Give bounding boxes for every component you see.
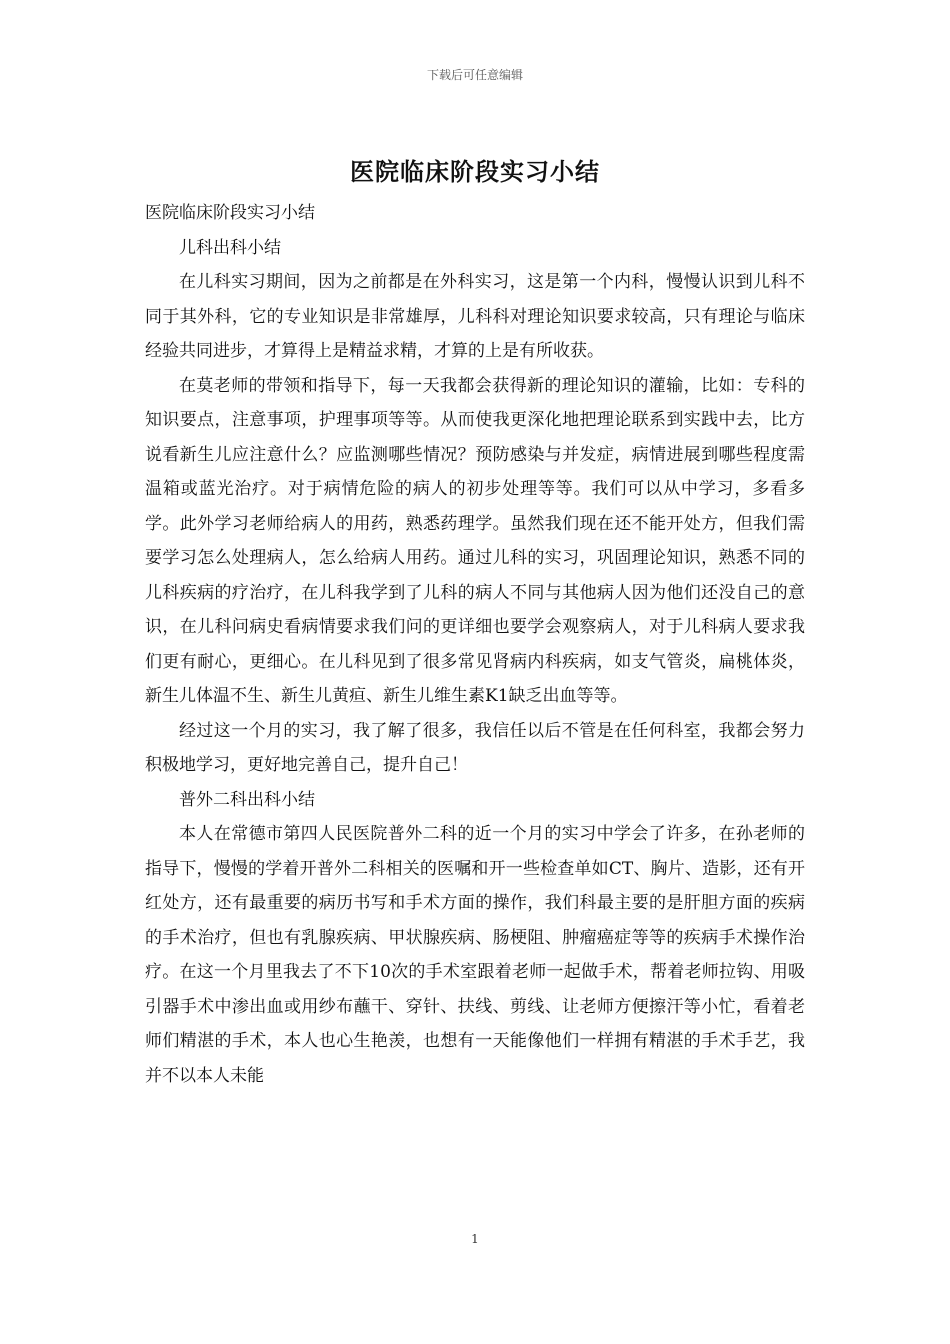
paragraph-subtitle: 医院临床阶段实习小结 [145, 203, 315, 223]
paragraph: 在儿科实习期间，因为之前都是在外科实习，这是第一个内科，慢慢认识到儿科不同于其外科，它的专业知识是非常雄厚，儿科科对理论知识要求较高，只有理论与临床经验共同进步，才算得上是精益求精，才算的上是有所收获。 [145, 272, 805, 361]
paragraph: 经过这一个月的实习，我了解了很多，我信任以后不管是在任何科室，我都会努力积极地学习，更好地完善自己，提升自己！ [145, 720, 805, 775]
page-number: 1 [471, 1232, 479, 1246]
header-note: 下载后可任意编辑 [426, 68, 523, 82]
paragraph: 在莫老师的带领和指导下，每一天我都会获得新的理论知识的灌输，比如：专科的知识要点，注意事项，护理事项等等。从而使我更深化地把理论联系到实践中去，比方说看新生儿应注意什么？应监测哪些情况？预防感染与并发症，病情进展到哪些程度需温箱或蓝光治疗。对于病情危险的病人的初步处理等等。我们可以从中学习，多看多学。此外学习老师给病人的用药，熟悉药理学。虽然我们现在还不能开处方，但我们需要学习怎么处理病人，怎么给病人用药。通过儿科的实习，巩固理论知识，熟悉不同的儿科疾病的疗治疗，在儿科我学到了儿科的病人不同与其他病人因为他们还没自己的意识，在儿科问病史看病情要求我们问的更详细也要学会观察病人，对于儿科病人要求我们更有耐心，更细心。在儿科见到了很多常见肾病内科疾病，如支气管炎，扁桃体炎，新生儿体温不生、新生儿黄疸、新生儿维生素K1缺乏出血等等。 [145, 375, 805, 706]
document-title: 医院临床阶段实习小结 [350, 157, 600, 186]
paragraph: 本人在常德市第四人民医院普外二科的近一个月的实习中学会了许多，在孙老师的指导下，慢慢的学着开普外二科相关的医嘱和开一些检查单如CT、胸片、造影，还有开红处方，还有最重要的病历书写和手术方面的操作，我们科最主要的是肝胆方面的疾病的手术治疗，但也有乳腺疾病、甲状腺疾病、肠梗阻、肿瘤癌症等等的疾病手术操作治疗。在这一个月里我去了不下10次的手术室跟着老师一起做手术，帮着老师拉钩、用吸引器手术中渗出血或用纱布蘸干、穿针、扶线、剪线、让老师方便擦汗等小忙，看着老师们精湛的手术，本人也心生艳羡，也想有一天能像他们一样拥有精湛的手术手艺，我并不以本人未能 [145, 824, 805, 1086]
section-heading-general-surgery: 普外二科出科小结 [179, 789, 315, 810]
section-heading-pediatrics: 儿科出科小结 [179, 237, 281, 258]
document-body [145, 196, 805, 1093]
